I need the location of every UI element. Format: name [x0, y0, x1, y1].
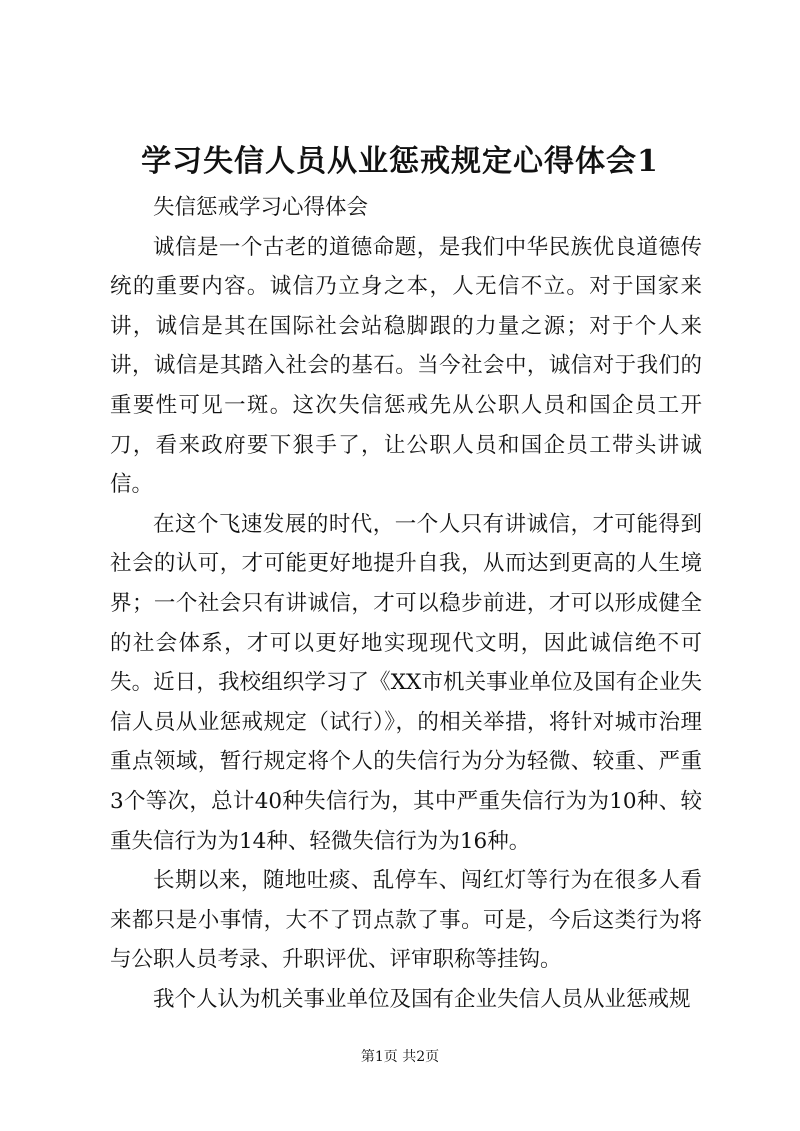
page-footer: [0, 1047, 800, 1067]
document-body: [110, 188, 702, 1019]
paragraph-3: 长期以来，随地吐痰、乱停车、闯红灯等行为在很多人看来都只是小事情，大不了罚点款了事。可是，今后这类行为将与公职人员考录、升职评优、评审职称等挂钩。: [110, 868, 702, 973]
document-subtitle: 失信惩戒学习心得体会: [153, 195, 369, 220]
paragraph-1: 诚信是一个古老的道德命题，是我们中华民族优良道德传统的重要内容。诚信乃立身之本，人无信不立。对于国家来讲，诚信是其在国际社会站稳脚跟的力量之源；对于个人来讲，诚信是其踏入社会的基石。当今社会中，诚信对于我们的重要性可见一斑。这次失信惩戒先从公职人员和国企员工开刀，看来政府要下狠手了，让公职人员和国企员工带头讲诚信。: [110, 234, 702, 498]
paragraph-2: 在这个飞速发展的时代，一个人只有讲诚信，才可能得到社会的认可，才可能更好地提升自我，从而达到更高的人生境界；一个社会只有讲诚信，才可以稳步前进，才可以形成健全的社会体系，才可以更好地实现现代文明，因此诚信绝不可失。近日，我校组织学习了《XX市机关事业单位及国有企业失信人员从业惩戒规定（试行）》，的相关举措，将针对城市治理重点领域，暂行规定将个人的失信行为分为轻微、较重、严重3个等次，总计40种失信行为，其中严重失信行为为10种、较重失信行为为14种、轻微失信行为为16种。: [110, 511, 702, 854]
document-title: 学习失信人员从业惩戒规定心得体会1: [141, 144, 659, 179]
paragraph-4: 我个人认为机关事业单位及国有企业失信人员从业惩戒规: [153, 986, 691, 1012]
page-number-label: 第1页 共2页: [360, 1049, 440, 1065]
